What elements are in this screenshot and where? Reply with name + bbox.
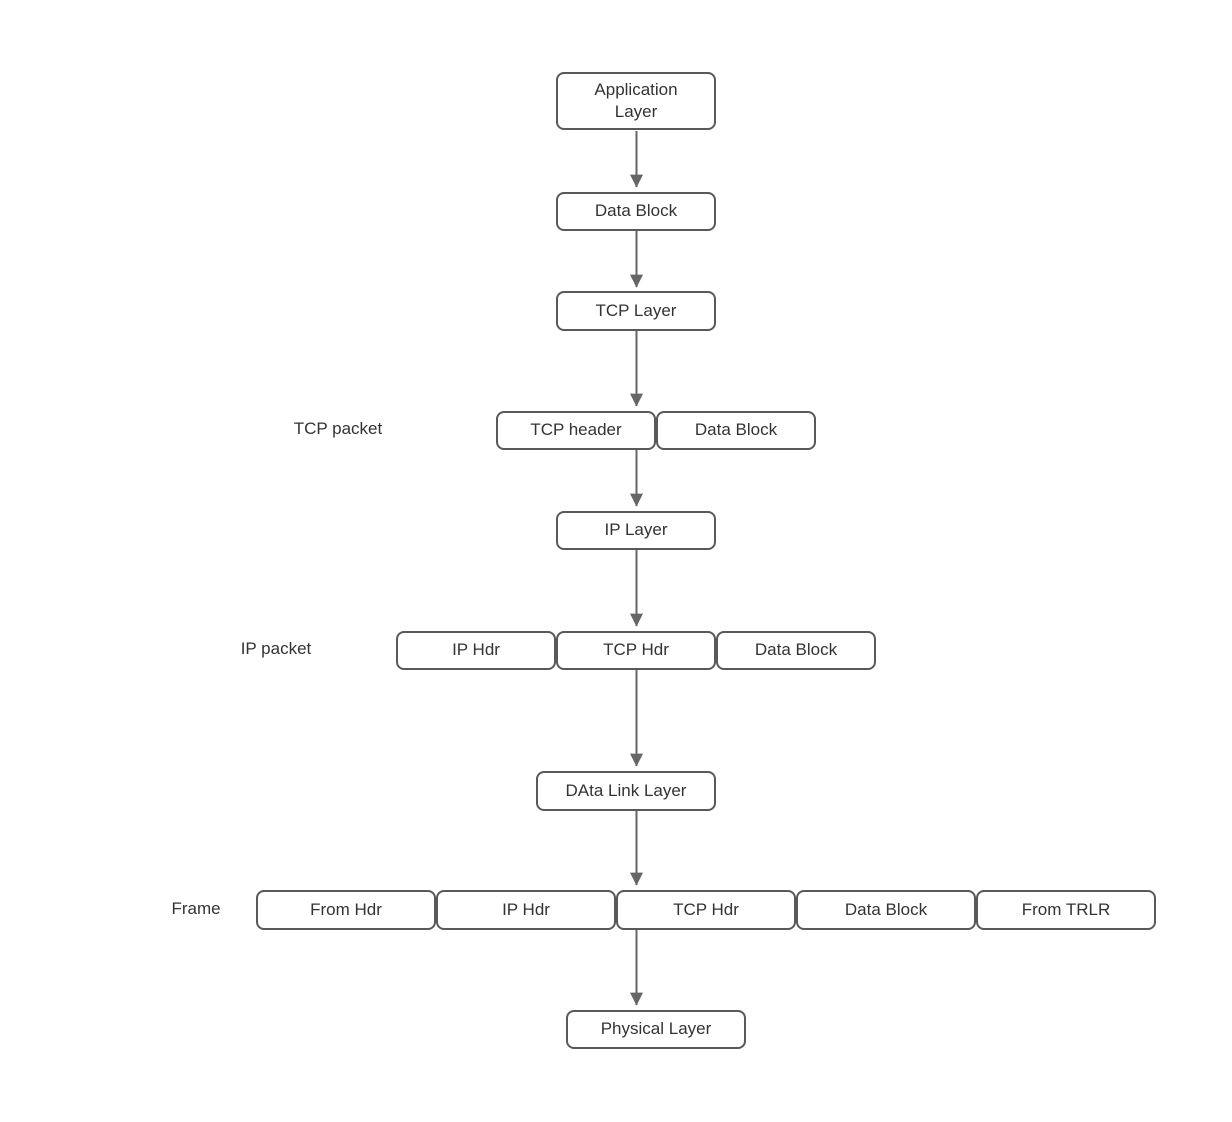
node-application-layer-label: Application Layer — [594, 79, 678, 121]
node-ip-layer — [556, 511, 716, 550]
node-physical-layer-label: Physical Layer — [600, 1019, 712, 1039]
node-data-block-top — [556, 192, 716, 231]
node-physical-layer — [566, 1010, 746, 1049]
segment-frame-from-hdr-label: From Hdr — [310, 899, 382, 919]
segment-ip-packet-data-block — [716, 631, 876, 670]
label-ip-packet: IP packet — [240, 639, 312, 658]
segment-tcp-packet-data-block-label: Data Block — [694, 420, 778, 440]
segment-tcp-packet-data-block — [656, 411, 816, 450]
segment-tcp-header-label: TCP header — [530, 420, 622, 440]
segment-frame-tcp-hdr — [616, 890, 796, 930]
segment-ip-packet-data-block-label: Data Block — [754, 640, 838, 660]
node-application-layer — [556, 72, 716, 130]
segment-ip-packet-tcp-hdr — [556, 631, 716, 670]
segment-frame-tcp-hdr-label: TCP Hdr — [673, 899, 739, 919]
segment-ip-packet-ip-hdr-label: IP Hdr — [452, 640, 500, 660]
node-data-link-layer-label: DAta Link Layer — [565, 780, 687, 800]
segment-frame-from-trlr — [976, 890, 1156, 930]
segment-frame-from-trlr-label: From TRLR — [1021, 899, 1111, 919]
label-tcp-packet: TCP packet — [293, 419, 383, 438]
label-frame: Frame — [171, 899, 221, 918]
segment-frame-ip-hdr-label: IP Hdr — [502, 899, 550, 919]
node-tcp-layer — [556, 291, 716, 331]
segment-ip-packet-ip-hdr — [396, 631, 556, 670]
segment-ip-packet-tcp-hdr-label: TCP Hdr — [603, 640, 669, 660]
segment-frame-from-hdr — [256, 890, 436, 930]
segment-frame-data-block — [796, 890, 976, 930]
node-data-link-layer — [536, 771, 716, 811]
segment-tcp-header — [496, 411, 656, 450]
segment-frame-data-block-label: Data Block — [844, 899, 928, 919]
node-data-block-top-label: Data Block — [594, 201, 678, 221]
segment-frame-ip-hdr — [436, 890, 616, 930]
node-ip-layer-label: IP Layer — [604, 520, 668, 540]
node-tcp-layer-label: TCP Layer — [595, 300, 677, 320]
